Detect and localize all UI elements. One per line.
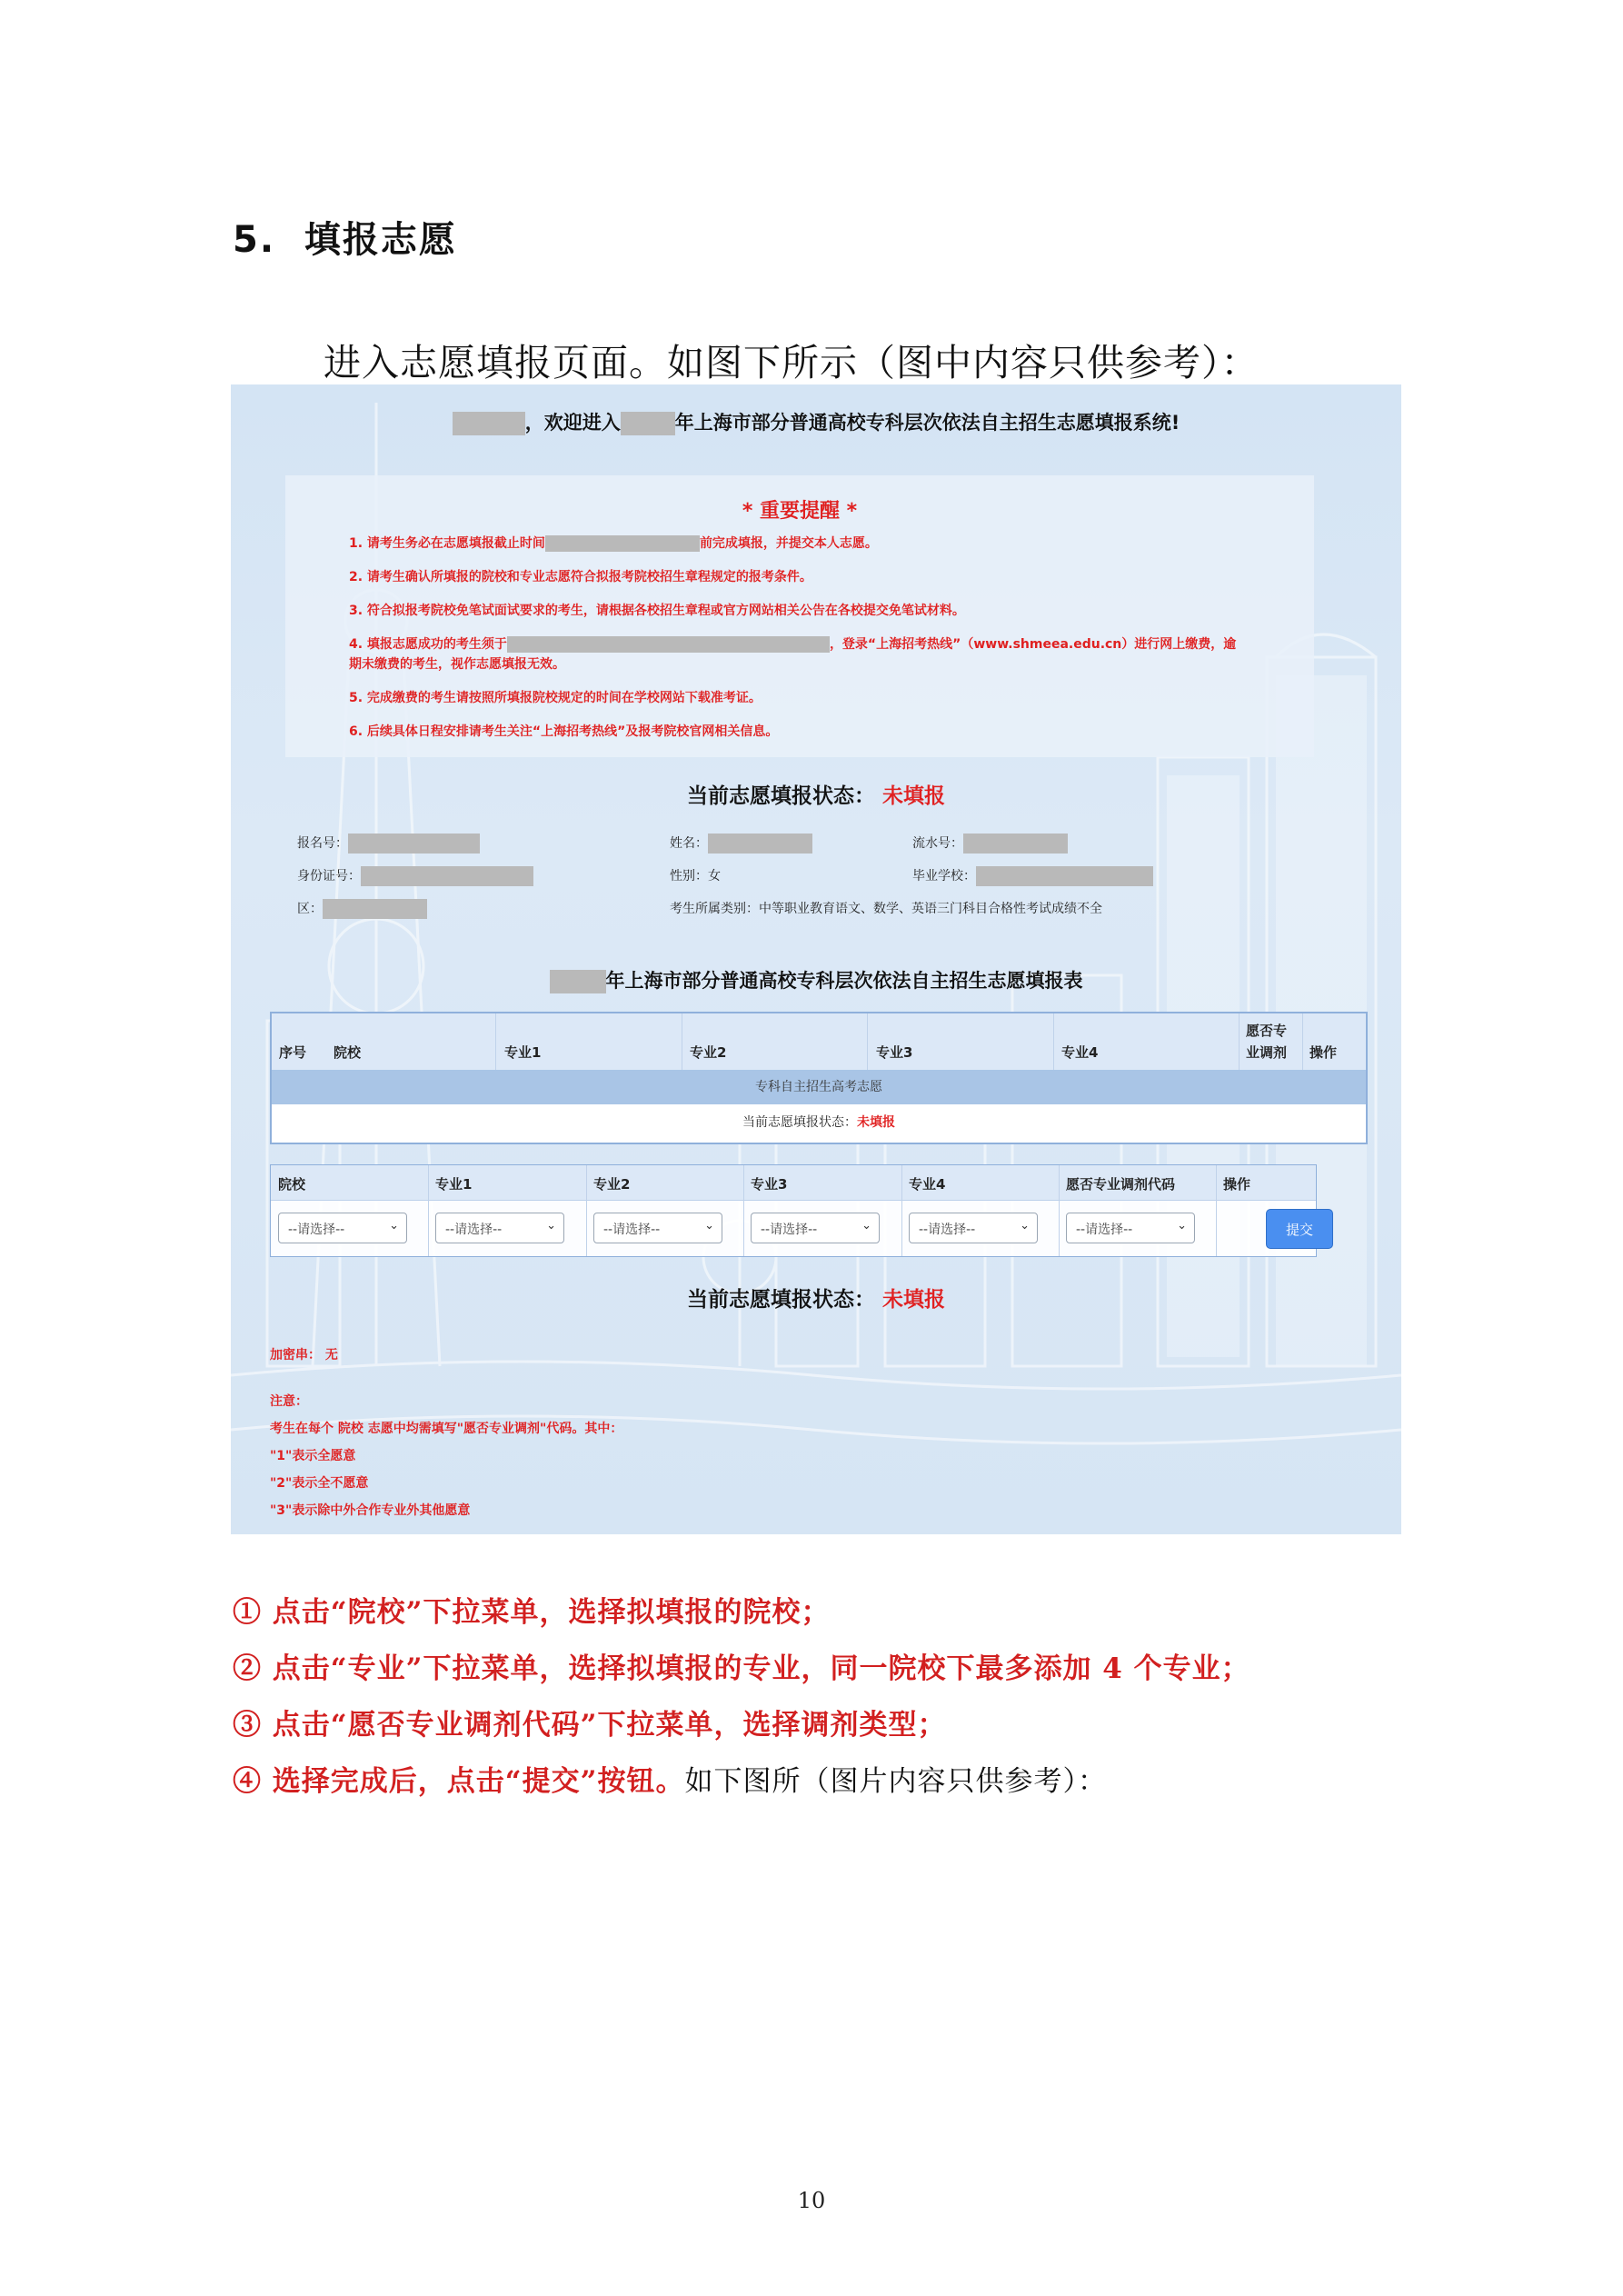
- volunteer-summary-table: [270, 1012, 1368, 1144]
- submit-button[interactable]: 提交: [1266, 1209, 1333, 1249]
- volunteer-entry-table: [270, 1164, 1317, 1257]
- info-district: 区：: [297, 899, 427, 919]
- status-line-bottom: 当前志愿填报状态： 未填报: [686, 1288, 945, 1312]
- table1-group-row: 专科自主招生高考志愿: [272, 1070, 1366, 1104]
- notice-item-4: 4. 填报志愿成功的考生须于 ，登录“上海招考热线”（www.shmeea.edu.cn）进行网上缴费，逾 期未缴费的考生，视作志愿填报无效。: [349, 637, 1237, 672]
- welcome-tail: 年上海市部分普通高校专科层次依法自主招生志愿填报系统!: [674, 412, 1180, 434]
- notice-item-6: 6. 后续具体日程安排请考生关注“上海招考热线”及报考院校官网相关信息。: [349, 724, 779, 739]
- info-reg-no: 报名号：: [297, 834, 480, 854]
- welcome-banner: [231, 408, 1401, 435]
- chevron-down-icon: ⌄: [389, 1219, 399, 1233]
- notes-line-4: "3"表示除中外合作专业外其他愿意: [270, 1503, 471, 1518]
- section-heading: [233, 211, 457, 263]
- encryption-key: 加密串： 无: [270, 1348, 338, 1363]
- step-4: ④ 选择完成后，点击“提交”按钮。如下图所（图片内容只供参考）：: [233, 1765, 1107, 1798]
- section-number: 5.: [233, 219, 276, 261]
- chevron-down-icon: ⌄: [861, 1219, 871, 1233]
- info-id-no: 身份证号：: [297, 866, 533, 886]
- notice-item-3: 3. 符合拟报考院校免笔试面试要求的考生，请根据各校招生章程或官方网站相关公告在各校提交免笔试材料。: [349, 604, 965, 618]
- notes-title: 注意：: [270, 1394, 308, 1409]
- major2-select[interactable]: --请选择-- ⌄: [593, 1213, 722, 1243]
- table1-header: [272, 1013, 1366, 1071]
- info-category: 考生所属类别：中等职业教育语文、数学、英语三门科目合格性考试成绩不全: [670, 902, 1102, 916]
- notice-title: * 重要提醒 *: [742, 500, 858, 523]
- major4-select[interactable]: --请选择-- ⌄: [909, 1213, 1038, 1243]
- welcome-mid: ，欢迎进入: [524, 412, 621, 434]
- info-serial-no: 流水号：: [912, 834, 1068, 854]
- status-value-2: 未填报: [882, 1288, 945, 1312]
- th2-major1: 专业1: [435, 1176, 473, 1193]
- th-major4: 专业4: [1061, 1044, 1099, 1061]
- info-school: 毕业学校：: [912, 866, 1153, 886]
- notes-line-3: "2"表示全不愿意: [270, 1476, 369, 1491]
- table1-status-row: 当前志愿填报状态：未填报: [742, 1115, 895, 1130]
- th2-school: 院校: [278, 1176, 306, 1193]
- th-action: 操作: [1309, 1044, 1338, 1061]
- th-major1: 专业1: [504, 1044, 542, 1061]
- th2-adjust-code: 愿否专业调剂代码: [1066, 1176, 1176, 1193]
- redacted-year: [621, 412, 675, 435]
- important-notice-box: [285, 475, 1314, 757]
- adjust-code-select[interactable]: --请选择-- ⌄: [1066, 1213, 1195, 1243]
- th-adjust-line1: 愿否专: [1246, 1023, 1288, 1039]
- chevron-down-icon: ⌄: [704, 1219, 714, 1233]
- chevron-down-icon: ⌄: [1177, 1219, 1187, 1233]
- th2-major2: 专业2: [593, 1176, 631, 1193]
- notice-item-5: 5. 完成缴费的考生请按照所填报院校规定的时间在学校网站下载准考证。: [349, 691, 762, 705]
- chevron-down-icon: ⌄: [1020, 1219, 1030, 1233]
- redacted-name: [453, 412, 525, 435]
- form-table-title: 年上海市部分普通高校专科层次依法自主招生志愿填报表: [231, 966, 1401, 993]
- notice-item-2: 2. 请考生确认所填报的院校和专业志愿符合拟报考院校招生章程规定的报考条件。: [349, 570, 812, 584]
- th2-major3: 专业3: [751, 1176, 788, 1193]
- info-name: 姓名：: [670, 834, 812, 854]
- page-number: 10: [797, 2188, 826, 2213]
- step-3: ③ 点击“愿否专业调剂代码”下拉菜单，选择调剂类型；: [233, 1709, 947, 1742]
- major1-select[interactable]: --请选择-- ⌄: [435, 1213, 564, 1243]
- step-1: ① 点击“院校”下拉菜单，选择拟填报的院校；: [233, 1596, 831, 1629]
- th-major2: 专业2: [690, 1044, 727, 1061]
- th-major3: 专业3: [876, 1044, 913, 1061]
- th-index: 序号: [279, 1044, 307, 1061]
- chevron-down-icon: ⌄: [546, 1219, 556, 1233]
- screenshot-panel: [231, 384, 1401, 1534]
- status-line-top: 当前志愿填报状态： 未填报: [686, 784, 945, 808]
- step-4-plain: 如下图所（图片内容只供参考）：: [684, 1765, 1107, 1798]
- th-adjust-line2: 业调剂: [1246, 1044, 1288, 1061]
- notes-line-2: "1"表示全愿意: [270, 1449, 356, 1463]
- th-school: 院校: [334, 1044, 362, 1061]
- major3-select[interactable]: --请选择-- ⌄: [751, 1213, 880, 1243]
- th2-major4: 专业4: [909, 1176, 946, 1193]
- th2-action: 操作: [1223, 1176, 1251, 1193]
- step-2: ② 点击“专业”下拉菜单，选择拟填报的专业，同一院校下最多添加 4 个专业；: [233, 1652, 1250, 1685]
- info-gender: 性别：女: [670, 869, 721, 883]
- status-value: 未填报: [882, 784, 945, 808]
- notice-item-1: 1. 请考生务必在志愿填报截止时间 前完成填报，并提交本人志愿。: [349, 536, 878, 551]
- school-select[interactable]: --请选择-- ⌄: [278, 1213, 407, 1243]
- section-title: 填报志愿: [304, 219, 457, 261]
- notes-line-1: 考生在每个 院校 志愿中均需填写"愿否专业调剂"代码。其中：: [270, 1422, 623, 1436]
- intro-text: 进入志愿填报页面。如图下所示（图中内容只供参考）：: [324, 341, 1260, 384]
